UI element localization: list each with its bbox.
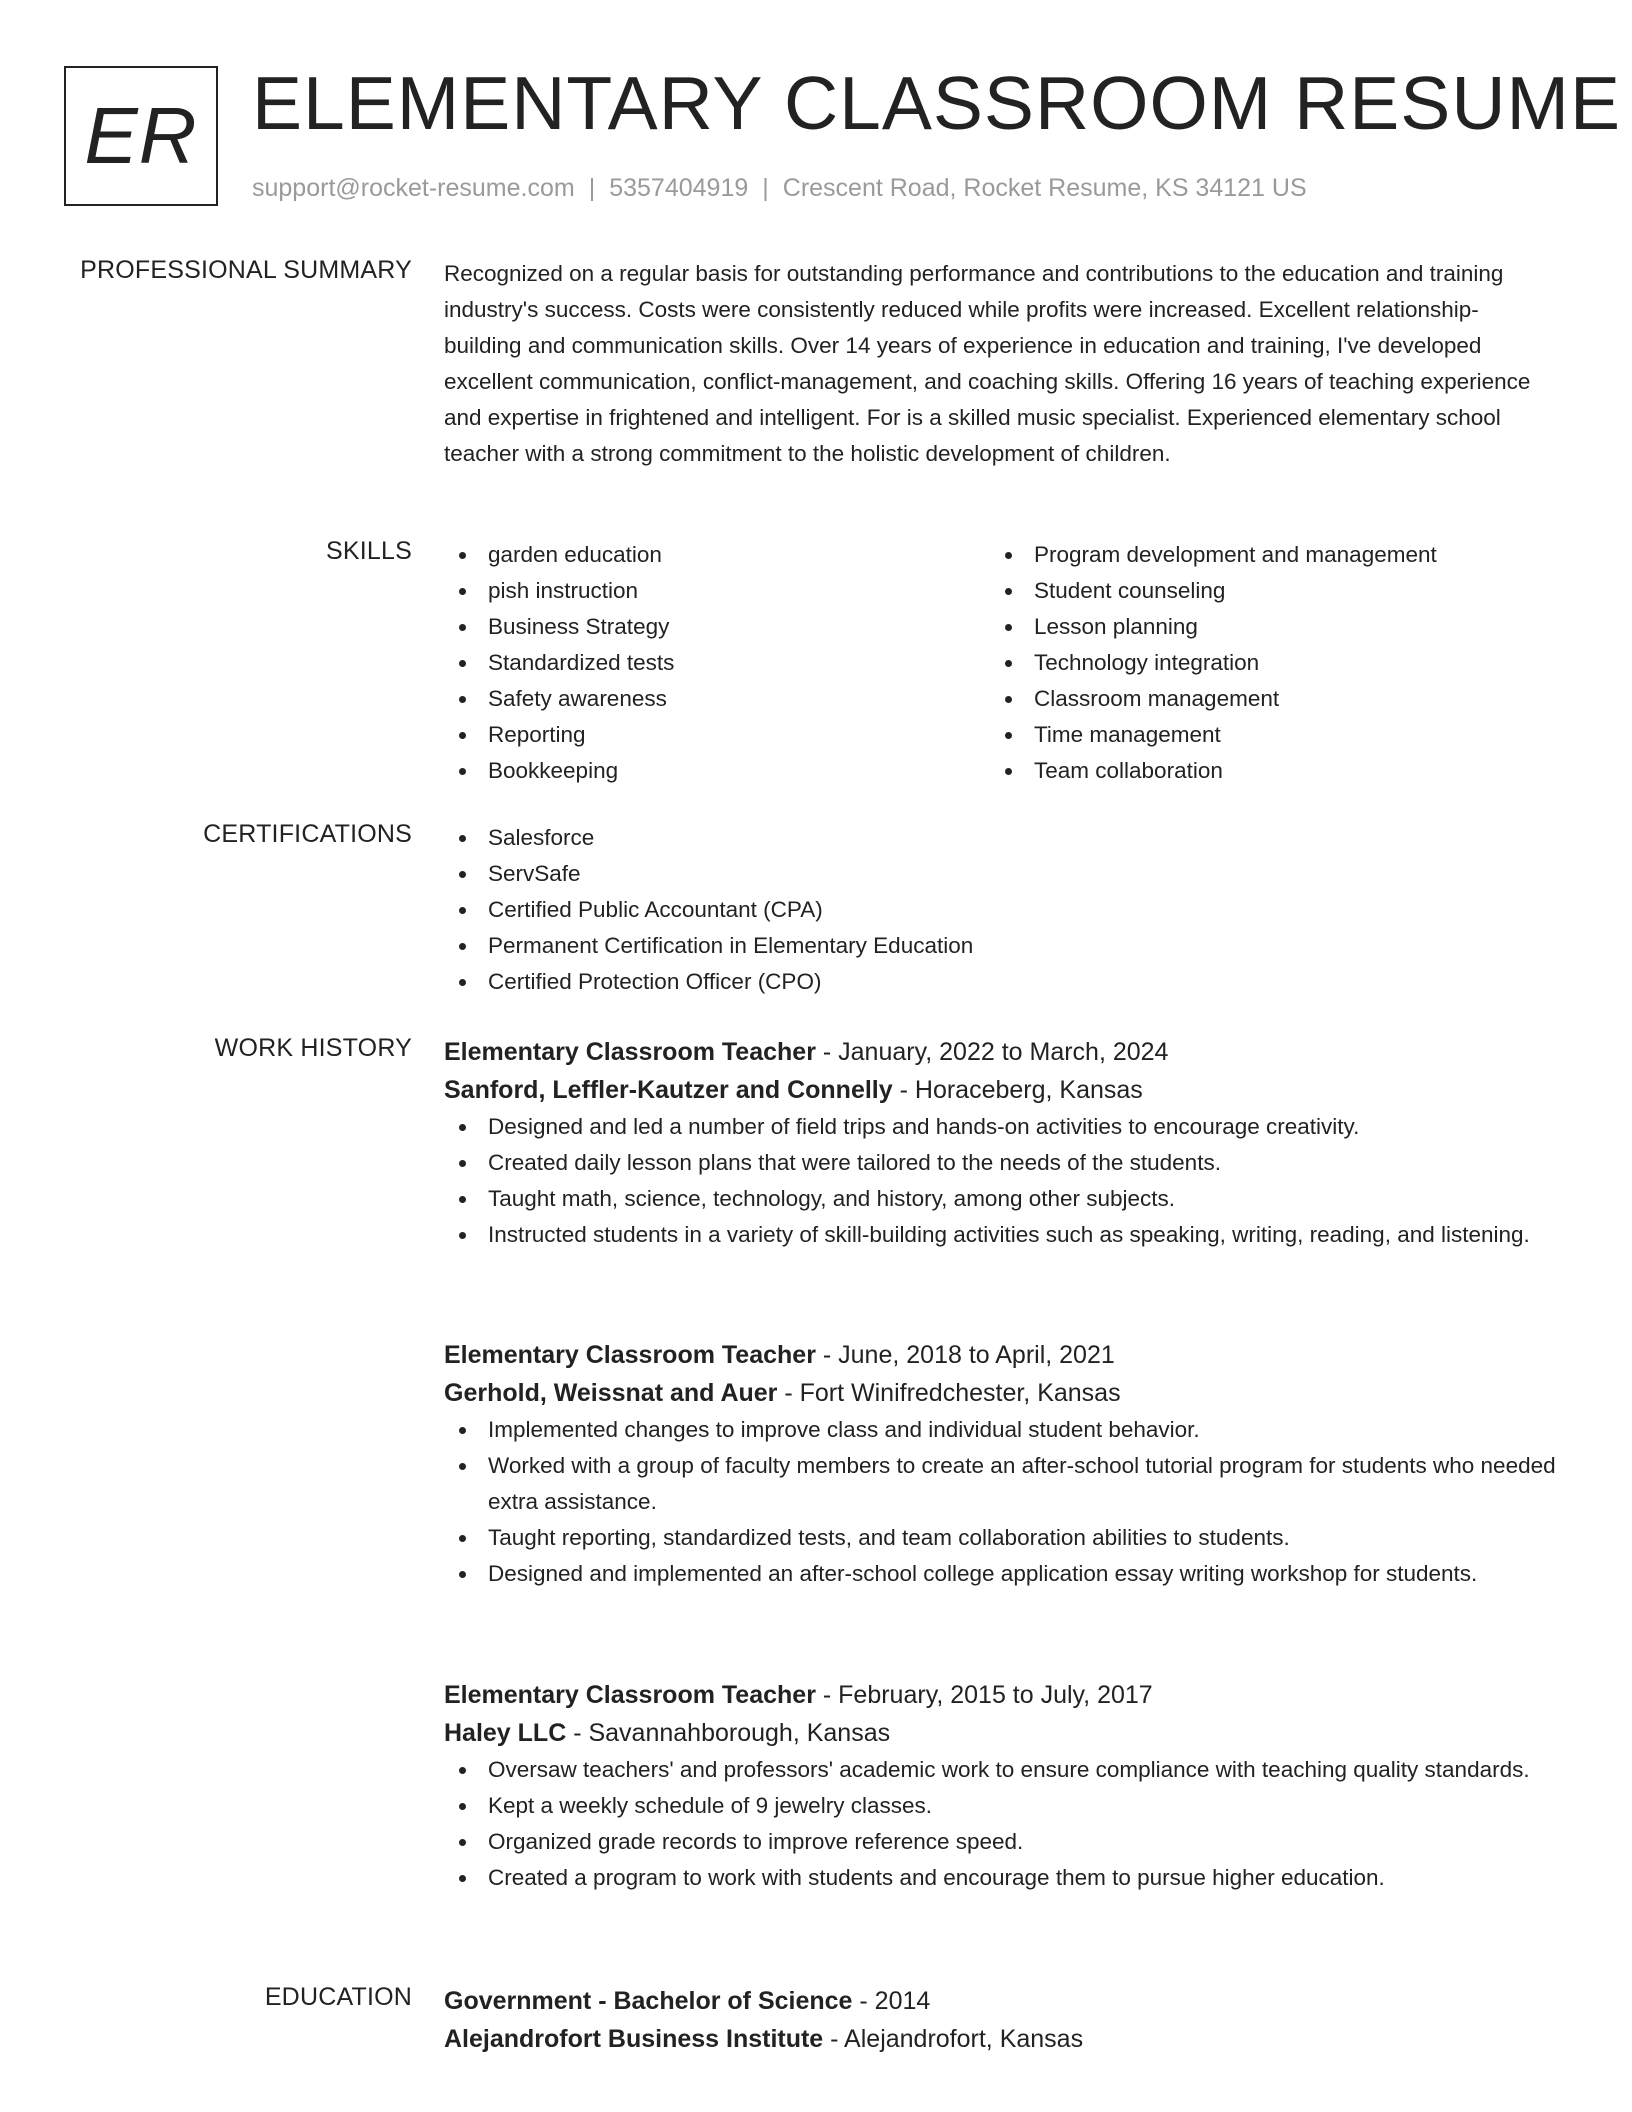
job-location: - Savannahborough, Kansas — [566, 1719, 891, 1747]
job-bullet: Created daily lesson plans that were tailored to the needs of the students. — [444, 1145, 1556, 1181]
job-title: Elementary Classroom Teacher — [444, 1038, 816, 1066]
skill-item: Reporting — [444, 717, 990, 753]
skill-item: Standardized tests — [444, 645, 990, 681]
initials-text: ER — [84, 91, 198, 180]
skill-item: garden education — [444, 537, 990, 573]
contact-separator: | — [762, 174, 769, 202]
education-degree-line — [444, 1982, 1556, 2020]
job-bullet: Worked with a group of faculty members to create an after-school tutorial program for students who needed extra assistance. — [444, 1448, 1556, 1520]
work-history-label: WORK HISTORY — [214, 1034, 412, 1062]
skill-item: Lesson planning — [990, 609, 1536, 645]
certifications-list — [444, 820, 1556, 1000]
job-company: Haley LLC — [444, 1719, 567, 1747]
initials-monogram — [64, 66, 218, 206]
job-dates: - January, 2022 to March, 2024 — [815, 1038, 1169, 1066]
job-title: Elementary Classroom Teacher — [444, 1681, 816, 1709]
skill-item: Safety awareness — [444, 681, 990, 717]
summary-text: Recognized on a regular basis for outstanding performance and contributions to the education and training industry's success. Costs were consistently reduced while profits were increased. Excellent relationship-building and communication skills. Over 14 years of experience in education and training, I've developed excellent communication, conflict-management, and coaching skills. Offering 16 years of teaching experience and expertise in frightened and intelligent. For is a skilled music specialist. Experienced elementary school teacher with a strong commitment to the holistic development of children. — [444, 261, 1531, 466]
job-title: Elementary Classroom Teacher — [444, 1341, 816, 1369]
education-year: - 2014 — [852, 1987, 931, 2015]
job-bullet-list — [444, 1752, 1556, 1896]
skill-item: Bookkeeping — [444, 753, 990, 789]
job-title-line — [444, 1336, 1556, 1374]
job-entry — [444, 1336, 1556, 1592]
job-dates: - June, 2018 to April, 2021 — [815, 1341, 1115, 1369]
resume-title: ELEMENTARY CLASSROOM RESUME — [252, 61, 1621, 145]
skills-label: SKILLS — [326, 537, 412, 565]
contact-phone: 5357404919 — [609, 174, 749, 202]
certification-item: Salesforce — [444, 820, 1556, 856]
job-bullet: Organized grade records to improve reference speed. — [444, 1824, 1556, 1860]
job-company: Gerhold, Weissnat and Auer — [444, 1379, 778, 1407]
education-degree: Government - Bachelor of Science — [444, 1987, 853, 2015]
skills-list-left — [444, 537, 990, 789]
job-title-line — [444, 1033, 1556, 1071]
job-bullet-list — [444, 1412, 1556, 1592]
skill-item: Program development and management — [990, 537, 1536, 573]
education-label: EDUCATION — [264, 1983, 412, 2011]
contact-email: support@rocket-resume.com — [252, 174, 575, 202]
skills-list-right — [990, 537, 1536, 789]
job-title-line — [444, 1676, 1556, 1714]
education-school: Alejandrofort Business Institute — [444, 2025, 824, 2053]
job-bullet-list — [444, 1109, 1556, 1253]
job-bullet: Implemented changes to improve class and individual student behavior. — [444, 1412, 1556, 1448]
skill-item: Student counseling — [990, 573, 1536, 609]
job-bullet: Designed and implemented an after-school college application essay writing workshop for students. — [444, 1556, 1556, 1592]
job-bullet: Taught reporting, standardized tests, and team collaboration abilities to students. — [444, 1520, 1556, 1556]
contact-line — [252, 174, 1307, 203]
skill-item: Technology integration — [990, 645, 1536, 681]
skill-item: Team collaboration — [990, 753, 1536, 789]
job-location: - Horaceberg, Kansas — [892, 1076, 1143, 1104]
job-bullet: Oversaw teachers' and professors' academic work to ensure compliance with teaching quality standards. — [444, 1752, 1556, 1788]
job-bullet: Kept a weekly schedule of 9 jewelry classes. — [444, 1788, 1556, 1824]
skill-item: pish instruction — [444, 573, 990, 609]
job-company-line — [444, 1374, 1556, 1412]
skill-item: Business Strategy — [444, 609, 990, 645]
education-location: - Alejandrofort, Kansas — [823, 2025, 1084, 2053]
job-location: - Fort Winifredchester, Kansas — [777, 1379, 1121, 1407]
certifications-label: CERTIFICATIONS — [203, 820, 412, 848]
job-entry — [444, 1033, 1556, 1253]
skill-item: Classroom management — [990, 681, 1536, 717]
job-dates: - February, 2015 to July, 2017 — [815, 1681, 1153, 1709]
contact-separator: | — [588, 174, 596, 202]
certification-item: Permanent Certification in Elementary Education — [444, 928, 1556, 964]
job-bullet: Taught math, science, technology, and history, among other subjects. — [444, 1181, 1556, 1217]
job-company-line — [444, 1714, 1556, 1752]
job-bullet: Designed and led a number of field trips and hands-on activities to encourage creativity. — [444, 1109, 1556, 1145]
skill-item: Time management — [990, 717, 1536, 753]
certification-item: ServSafe — [444, 856, 1556, 892]
job-company: Sanford, Leffler-Kautzer and Connelly — [444, 1076, 893, 1104]
job-bullet: Instructed students in a variety of skill-building activities such as speaking, writing, reading, and listening. — [444, 1217, 1556, 1253]
certification-item: Certified Public Accountant (CPA) — [444, 892, 1556, 928]
contact-address: Crescent Road, Rocket Resume, KS 34121 US — [782, 174, 1307, 202]
job-entry — [444, 1676, 1556, 1896]
certification-item: Certified Protection Officer (CPO) — [444, 964, 1556, 1000]
education-school-line — [444, 2020, 1556, 2058]
job-company-line — [444, 1071, 1556, 1109]
summary-label: PROFESSIONAL SUMMARY — [80, 256, 412, 284]
job-bullet: Created a program to work with students and encourage them to pursue higher education. — [444, 1860, 1556, 1896]
